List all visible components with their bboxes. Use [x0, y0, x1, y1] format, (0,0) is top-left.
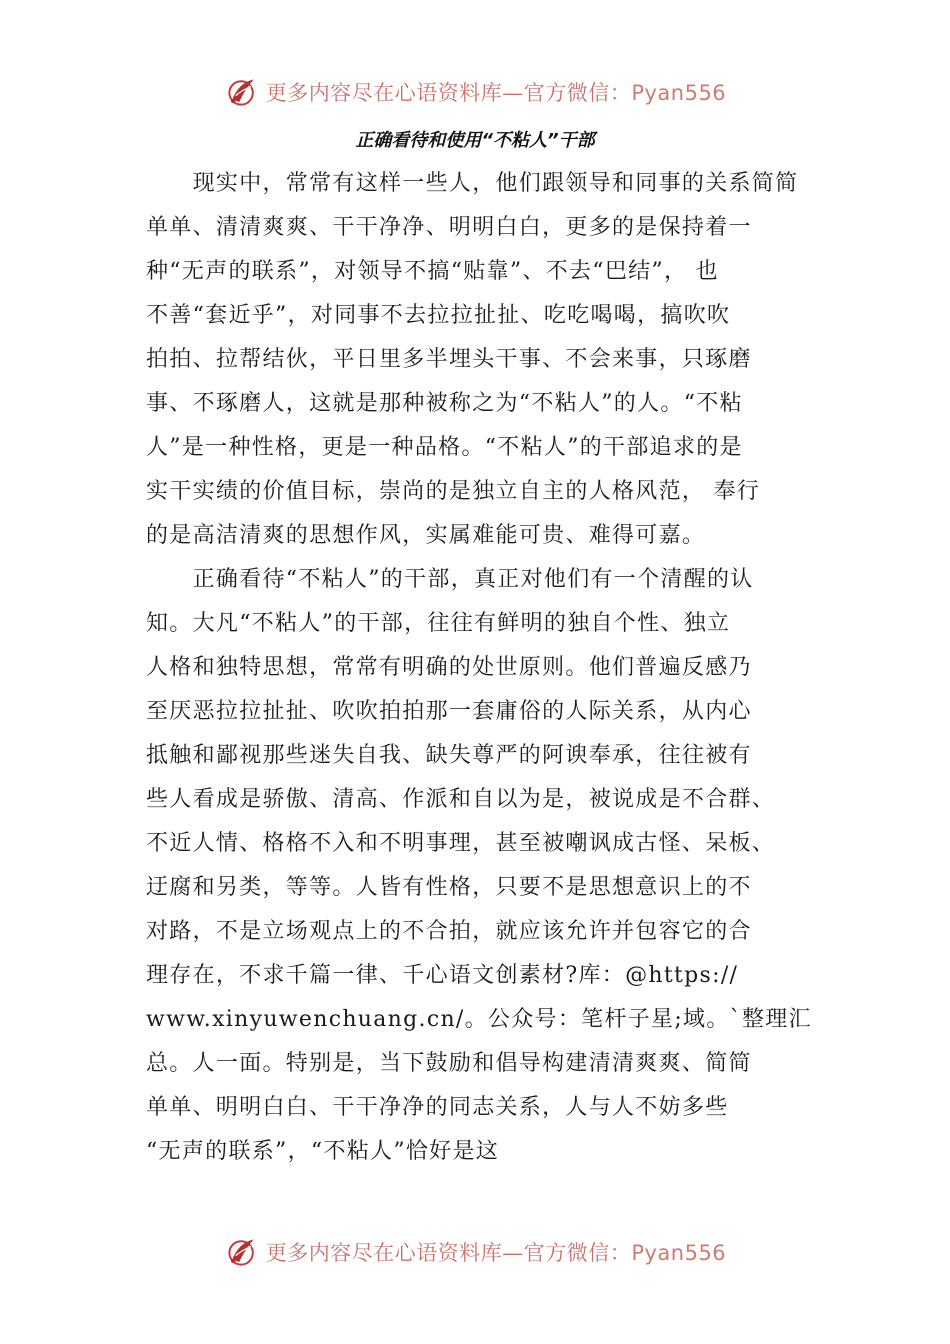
footer-banner — [0, 1232, 950, 1272]
text-line: 人”是一种性格，更是一种品格。“不粘人”的干部追求的是 — [146, 435, 743, 460]
banner-text — [266, 1237, 726, 1267]
document-title: 正确看待和使用“不粘人”干部 — [355, 130, 595, 151]
text-line: 些人看成是骄傲、清高、作派和自以为是，被说成是不合群、 — [146, 787, 776, 812]
banner-wechat-id: Pyan556 — [631, 81, 727, 105]
text-line: 人格和独特思想，常常有明确的处世原则。他们普遍反感乃 — [146, 655, 752, 680]
header-banner — [0, 72, 950, 112]
banner-label: 更多内容尽在心语资料库—官方微信： — [265, 81, 632, 105]
logo-icon — [224, 1234, 260, 1270]
text-line: 拍拍、拉帮结伙，平日里多半埋头干事、不会来事，只琢磨 — [146, 347, 752, 372]
text-line: 抵触和鄙视那些迷失自我、缺失尊严的阿谀奉承，往往被有 — [146, 743, 752, 768]
banner-wechat-id: Pyan556 — [631, 1241, 727, 1265]
text-line: 对路，不是立场观点上的不合拍，就应该允许并包容它的合 — [146, 919, 752, 944]
text-line: 理存在，不求千篇一律、千心语文创素材?库：@https:// — [146, 963, 739, 988]
text-line: 迂腐和另类，等等。人皆有性格，只要不是思想意识上的不 — [146, 875, 752, 900]
text-line: 实干实绩的价值目标，崇尚的是独立自主的人格风范， 奉行 — [146, 479, 761, 504]
banner-text — [266, 77, 726, 107]
text-line: 至厌恶拉拉扯扯、吹吹拍拍那一套庸俗的人际关系，从内心 — [146, 699, 752, 724]
text-line: www.xinyuwenchuang.cn/。公众号：笔杆子星;域。`整理汇 — [146, 1007, 812, 1032]
text-line: 知。大凡“不粘人”的干部，往往有鲜明的独自个性、独立 — [146, 611, 731, 636]
text-line: 不善“套近乎”，对同事不去拉拉扯扯、吃吃喝喝，搞吹吹 — [146, 303, 731, 328]
text-line: 现实中，常常有这样一些人，他们跟领导和同事的关系简简 — [146, 171, 799, 196]
document-body — [146, 162, 826, 1174]
text-line: 种“无声的联系”，对领导不搞“贴靠”、不去“巴结”， 也 — [146, 259, 719, 284]
text-line: 不近人情、格格不入和不明事理，甚至被嘲讽成古怪、呆板、 — [146, 831, 776, 856]
banner-label: 更多内容尽在心语资料库—官方微信： — [265, 1241, 632, 1265]
text-line: 正确看待“不粘人”的干部，真正对他们有一个清醒的认 — [146, 567, 754, 592]
text-line: “无声的联系”，“不粘人”恰好是这 — [146, 1139, 500, 1164]
text-line: 事、不琢磨人，这就是那种被称之为“不粘人”的人。“不粘 — [146, 391, 743, 416]
text-line: 总。人一面。特别是，当下鼓励和倡导构建清清爽爽、简简 — [146, 1051, 752, 1076]
logo-icon — [224, 74, 260, 110]
text-line: 单单、明明白白、干干净净的同志关系，人与人不妨多些 — [146, 1095, 729, 1120]
text-line: 单单、清清爽爽、干干净净、明明白白，更多的是保持着一 — [146, 215, 752, 240]
text-line: 的是高洁清爽的思想作风，实属难能可贵、难得可嘉。 — [146, 523, 706, 548]
